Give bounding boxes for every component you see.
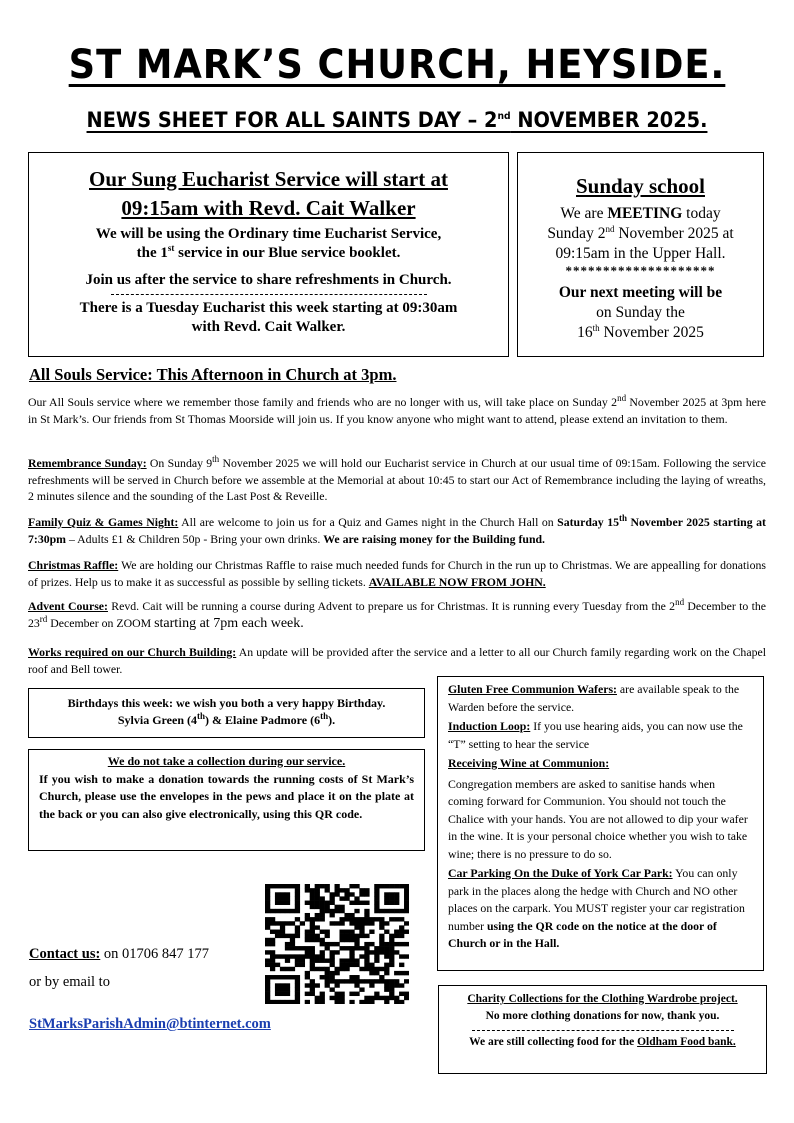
advent-notice: Advent Course: Revd. Cait will be running a course during Advent to prepare us for Christmas. It is running every Tuesday from the 2nd December to the 23rd December on ZOOM starting at 7pm each week. [28, 597, 767, 631]
induction-loop-notice: Induction Loop: If you use hearing aids, you can now use the “T” setting to hear the service [448, 719, 743, 751]
next-meeting-date: on Sunday the 16th November 2025 [577, 304, 704, 341]
all-souls-text: Our All Souls service where we remember those family and friends who are no longer with us, will take place on Sunday 2nd November 2025 at 3pm here in St Mark’s. Our friends from St Thomas Moorside will join us. If you know anyone who might want to attend, please extend an invitation to them. [28, 393, 766, 426]
wine-notice: Congregation members are asked to sanitise hands when coming forward for Communion. You should not touch the Chalice with your hands. You are not allowed to dip your wafer in the wine. It is your personal choice whether you wish to take wine; there is no pressure to do so. [448, 776, 748, 861]
qr-code-image [265, 884, 409, 1004]
page-subtitle: NEWS SHEET FOR ALL SAINTS DAY – 2nd NOVEMBER 2025. [86, 108, 708, 132]
page-title: ST MARK’S CHURCH, HEYSIDE. [68, 42, 726, 88]
notices-box [437, 676, 764, 971]
sunday-school-box [517, 152, 764, 357]
next-meeting: Our next meeting will be [558, 284, 723, 301]
contact-phone: on 01706 847 177 [100, 946, 210, 962]
qr-code[interactable] [265, 884, 409, 1004]
gluten-free-notice: Gluten Free Communion Wafers: are available speak to the Warden before the service. [448, 682, 740, 714]
sunday-school-heading: Sunday school [576, 174, 705, 198]
tuesday-eucharist: There is a Tuesday Eucharist this week starting at 09:30am with Revd. Cait Walker. [79, 300, 458, 335]
car-parking-notice: Car Parking On the Duke of York Car Park: You can only park in the places along the hedge with Church and NO other places on the carpark. You MUST register your car registration number using the QR code on the notice at the door of Church or in the Hall. [448, 866, 745, 950]
quiz-notice: Family Quiz & Games Night: All are welcome to join us for a Quiz and Games night in the Church Hall on Saturday 15th November 2025 starting at 7:30pm – Adults £1 & Children 50p - Bring your own drinks. We are raising money for the Building fund. [28, 513, 766, 546]
email-link[interactable]: StMarksParishAdmin@btinternet.com [29, 1016, 271, 1032]
divider [111, 294, 427, 295]
email-label: or by email to [29, 974, 110, 990]
works-notice: Works required on our Church Building: An update will be provided after the service and a letter to all our Church family regarding work on the Chapel roof and Bell tower. [28, 645, 766, 676]
contact-label: Contact us: [29, 946, 101, 962]
collection-box [28, 749, 425, 851]
raffle-notice: Christmas Raffle: We are holding our Christmas Raffle to raise much needed funds for Church in the run up to Christmas. We are appealling for donations of prizes. Help us to make it as successful as possible by selling tickets. AVAILABLE NOW FROM JOHN. [28, 558, 766, 589]
stars-divider: ******************** [565, 263, 716, 278]
collection-heading: We do not take a collection during our service. [107, 754, 346, 768]
wine-heading: Receiving Wine at Communion: [448, 756, 610, 770]
divider [472, 1030, 734, 1031]
birthdays-box: Birthdays this week: we wish you both a very happy Birthday. Sylvia Green (4th) & Elaine Padmore (6th). [28, 688, 425, 738]
sunday-school-text: We are MEETING today Sunday 2nd November 2025 at 09:15am in the Upper Hall. [547, 205, 734, 262]
eucharist-refreshments: Join us after the service to share refreshments in Church. [85, 272, 452, 288]
contact-section [29, 940, 209, 996]
eucharist-heading: Our Sung Eucharist Service will start at 09:15am with Revd. Cait Walker [89, 167, 448, 220]
charity-heading: Charity Collections for the Clothing Wardrobe project. [467, 993, 738, 1005]
eucharist-box [28, 152, 509, 357]
collection-text: If you wish to make a donation towards the running costs of St Mark’s Church, please use the envelopes in the pews and place it on the plate at the back or you can also give electronically, using this QR code. [39, 771, 414, 821]
eucharist-line: We will be using the Ordinary time Eucharist Service, the 1st service in our Blue service booklet. [95, 226, 442, 261]
all-souls-heading: All Souls Service: This Afternoon in Church at 3pm. [29, 365, 397, 384]
remembrance-notice: Remembrance Sunday: On Sunday 9th November 2025 we will hold our Eucharist service in Church at our usual time of 09:15am. Following the service refreshments will be served in Church before we assemble at the Memorial at about 10:45 to start our Act of Remembrance including the laying of wreaths, 2 minutes silence and the sounding of the Last Post & Reveille. [28, 454, 766, 503]
charity-box: Charity Collections for the Clothing Wardrobe project. No more clothing donations for now, thank you. We are still collecting food for the Oldham Food bank. [438, 985, 767, 1074]
